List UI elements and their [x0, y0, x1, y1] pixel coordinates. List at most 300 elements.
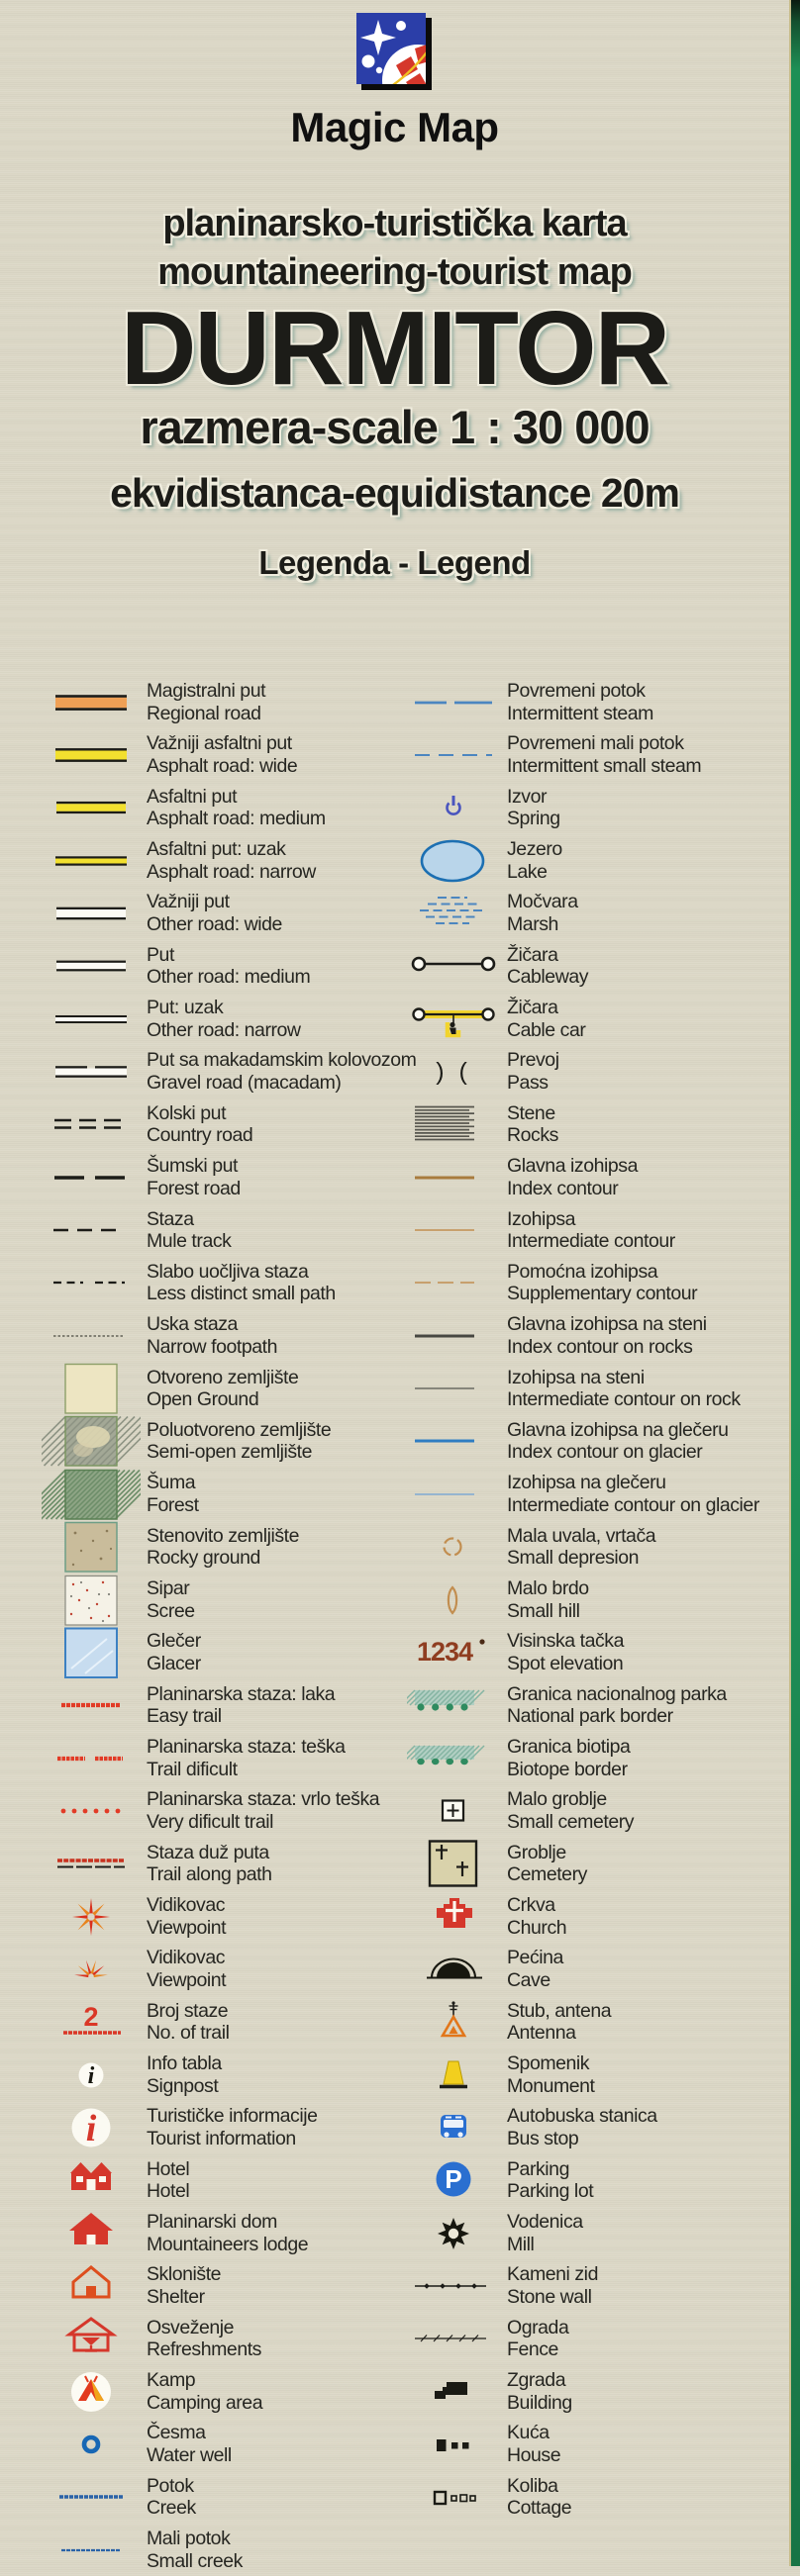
legend-label-en: Index contour on glacier	[507, 1441, 703, 1464]
legend-label-sr: Glečer	[147, 1630, 201, 1653]
house-symbol	[402, 2418, 507, 2470]
legend-label-sr: Vidikovac	[147, 1947, 226, 1969]
legend-label	[147, 1736, 400, 1780]
legend-label	[147, 944, 400, 989]
road-gravel-symbol	[36, 1045, 147, 1097]
legend-label-sr: Groblje	[507, 1841, 566, 1863]
legend-label-en: Small cemetery	[507, 1810, 635, 1833]
legend-label-sr: Spomenik	[507, 2052, 590, 2075]
legend-label-en: Stone wall	[507, 2285, 592, 2308]
legend-label-sr: Uska staza	[147, 1313, 238, 1336]
legend-label	[147, 1630, 400, 1674]
legend-label-en: Intermediate contour	[507, 1230, 675, 1253]
legend-label-en: Forest road	[147, 1177, 241, 1199]
viewpoint-half-symbol	[36, 1943, 147, 1995]
legend-label	[147, 1683, 400, 1728]
legend-label-sr: Glavna izohipsa	[507, 1155, 638, 1178]
hotel-symbol	[36, 2154, 147, 2207]
legend-label-en: Spring	[507, 808, 560, 830]
brand-title: Magic Map	[290, 104, 499, 150]
legend-row-monument	[402, 2049, 790, 2101]
legend-row-border-biotope	[402, 1732, 790, 1784]
legend-row-mill	[402, 2207, 790, 2259]
legend-label-sr: Jezero	[507, 838, 562, 861]
legend-label	[507, 1208, 790, 1253]
legend-label-sr: Asfaltni put: uzak	[147, 838, 286, 861]
legend-label-en: Viewpoint	[147, 1968, 227, 1991]
legend-row-cable-car	[402, 993, 790, 1045]
legend-row-camping	[36, 2365, 400, 2418]
legend-label	[147, 1419, 400, 1464]
legend-label	[507, 1947, 790, 1991]
legend-label-en: Easy trail	[147, 1705, 222, 1728]
svg-text:i: i	[87, 2062, 95, 2089]
legend-label	[147, 2422, 400, 2466]
legend-label	[147, 2052, 400, 2097]
legend-label	[507, 2263, 790, 2308]
legend-label	[147, 732, 400, 777]
refreshments-symbol	[36, 2313, 147, 2365]
legend-label-en: Cottage	[507, 2497, 572, 2520]
legend-label-sr: Hotel	[147, 2157, 190, 2180]
legend-label	[507, 1313, 790, 1358]
legend-label-en: Rocky ground	[147, 1547, 260, 1570]
ground-semiopen-symbol	[36, 1415, 147, 1468]
legend-label	[507, 1683, 790, 1728]
road-regional-symbol	[36, 676, 147, 728]
legend-label-en: Gravel road (macadam)	[147, 1072, 342, 1095]
legend-row-ground-semiopen	[36, 1415, 400, 1468]
legend-label	[507, 1894, 790, 1939]
legend-label	[147, 2317, 400, 2361]
legend-row-trail-easy	[36, 1679, 400, 1732]
legend-row-contour-index-rock	[402, 1309, 790, 1362]
legend-label	[147, 1947, 400, 1991]
legend-row-trail-number	[36, 1996, 400, 2049]
legend-row-fence	[402, 2313, 790, 2365]
road-other-narrow-symbol	[36, 993, 147, 1045]
legend-label-en: Lake	[507, 860, 548, 883]
header	[0, 0, 789, 582]
svg-text:) (: ) (	[436, 1058, 471, 1087]
map-subtitle-en: mountaineering-tourist map	[157, 251, 632, 293]
legend-label-en: Camping area	[147, 2391, 263, 2414]
legend-label-sr: Izohipsa na glečeru	[507, 1472, 666, 1494]
legend-label-sr: Potok	[147, 2474, 194, 2497]
legend-label	[507, 1419, 790, 1464]
path-narrow-symbol	[36, 1309, 147, 1362]
legend-row-stream-small	[402, 728, 790, 781]
legend-label	[147, 1525, 400, 1570]
legend-row-spring	[402, 782, 790, 834]
svg-text:P: P	[445, 2164, 462, 2195]
legend-label-en: Church	[507, 1916, 567, 1939]
ground-forest-symbol	[36, 1468, 147, 1520]
trail-easy-symbol	[36, 1679, 147, 1732]
legend-row-contour-index-glacier	[402, 1415, 790, 1468]
legend-label-en: Asphalt road: wide	[147, 755, 298, 778]
legend-row-path-less-distinct	[36, 1257, 400, 1309]
legend-label	[147, 2000, 400, 2045]
legend-label-sr: Broj staze	[147, 1999, 229, 2022]
legend-label-en: Index contour	[507, 1177, 619, 1199]
legend-row-stone-wall	[402, 2259, 790, 2312]
legend-label	[507, 1842, 790, 1886]
legend-label-sr: Izohipsa	[507, 1207, 576, 1230]
trail-mule-symbol	[36, 1203, 147, 1256]
legend-row-road-asphalt-wide	[36, 728, 400, 781]
ground-open-symbol	[36, 1362, 147, 1414]
legend-label-en: Less distinct small path	[147, 1283, 336, 1305]
road-forest-symbol	[36, 1151, 147, 1203]
legend-row-ground-rocky	[36, 1521, 400, 1574]
legend-label-sr: Vidikovac	[147, 1893, 226, 1916]
legend-label-sr: Granica nacionalnog parka	[507, 1682, 727, 1705]
legend-label-sr: Žičara	[507, 943, 558, 966]
legend-row-viewpoint-half	[36, 1943, 400, 1995]
legend-label	[147, 1788, 400, 1833]
legend-label-en: Cemetery	[507, 1863, 587, 1886]
spring-symbol	[402, 782, 507, 834]
stream-small-symbol	[402, 728, 507, 781]
legend-row-trail-along-path	[36, 1838, 400, 1890]
legend-label-en: Parking lot	[507, 2180, 594, 2203]
legend-row-tourist-info	[36, 2101, 400, 2153]
cemetery-symbol	[402, 1838, 507, 1890]
legend-label-sr: Česma	[147, 2422, 206, 2444]
legend-label	[507, 786, 790, 830]
legend-label	[147, 1261, 400, 1305]
legend-row-marsh	[402, 887, 790, 939]
legend-label	[147, 1208, 400, 1253]
trail-difficult-symbol	[36, 1732, 147, 1784]
legend-label-sr: Turističke informacije	[147, 2105, 318, 2128]
legend-label	[507, 1102, 790, 1147]
legend-row-signpost	[36, 2049, 400, 2101]
legend-row-contour-inter-rock	[402, 1362, 790, 1414]
road-other-wide-symbol	[36, 887, 147, 939]
legend-label	[507, 997, 790, 1041]
legend-label-sr: Otvoreno zemljište	[147, 1366, 299, 1388]
legend-label-sr: Pomoćna izohipsa	[507, 1260, 658, 1283]
svg-text:2: 2	[83, 2002, 99, 2033]
legend-label-en: Monument	[507, 2074, 595, 2097]
legend-row-parking	[402, 2154, 790, 2207]
cableway-symbol	[402, 940, 507, 993]
legend-label-en: Semi-open zemljište	[147, 1441, 313, 1464]
cottage-symbol	[402, 2471, 507, 2524]
legend-label-en: Spot elevation	[507, 1652, 624, 1674]
legend-label-en: Small depresion	[507, 1547, 640, 1570]
viewpoint-full-symbol	[36, 1890, 147, 1943]
depression-symbol	[402, 1521, 507, 1574]
legend-label	[507, 2211, 790, 2255]
scale-line: razmera-scale 1 : 30 000	[140, 401, 650, 453]
legend-label	[147, 2369, 400, 2414]
legend-label	[147, 1842, 400, 1886]
contour-index-glacier-symbol	[402, 1415, 507, 1468]
road-asphalt-narrow-symbol	[36, 834, 147, 887]
pass-symbol	[402, 1045, 507, 1097]
legend-label	[507, 2317, 790, 2361]
magic-map-logo	[356, 13, 434, 92]
legend-label-en: Mill	[507, 2233, 535, 2255]
fence-symbol	[402, 2313, 507, 2365]
legend-label-en: National park border	[507, 1705, 673, 1728]
legend-row-rocks	[402, 1098, 790, 1151]
contour-inter-symbol	[402, 1203, 507, 1256]
legend-label-sr: Šuma	[147, 1472, 196, 1494]
shelter-symbol	[36, 2259, 147, 2312]
creek-symbol	[36, 2471, 147, 2524]
legend-row-contour-inter-glacier	[402, 1468, 790, 1520]
contour-inter-rock-symbol	[402, 1362, 507, 1414]
legend-row-contour-index	[402, 1151, 790, 1203]
legend-label	[507, 2422, 790, 2466]
legend-label	[147, 1155, 400, 1199]
legend-label-en: Intermittent steam	[507, 702, 653, 724]
legend-label-sr: Glavna izohipsa na glečeru	[507, 1418, 729, 1441]
mill-symbol	[402, 2207, 507, 2259]
legend-label-en: Pass	[507, 1072, 549, 1095]
legend-label-en: Other road: narrow	[147, 1018, 301, 1041]
legend-label-sr: Put sa makadamskim kolovozom	[147, 1049, 417, 1072]
road-other-medium-symbol	[36, 940, 147, 993]
border-biotope-symbol	[402, 1732, 507, 1784]
legend-label-sr: Planinarska staza: teška	[147, 1735, 346, 1758]
legend-label-en: Country road	[147, 1124, 253, 1147]
legend-label-sr: Magistralni put	[147, 680, 266, 703]
legend-row-contour-supp	[402, 1257, 790, 1309]
legend-label-en: Tourist information	[147, 2127, 296, 2149]
ground-rocky-symbol	[36, 1521, 147, 1574]
legend-row-creek	[36, 2471, 400, 2524]
legend-label-sr: Koliba	[507, 2474, 558, 2497]
legend-label-sr: Pećina	[507, 1947, 563, 1969]
legend-label-sr: Planinarska staza: vrlo teška	[147, 1788, 380, 1811]
legend-label	[507, 891, 790, 935]
legend-label-sr: Glavna izohipsa na steni	[507, 1313, 707, 1336]
cemetery-small-symbol	[402, 1784, 507, 1837]
legend-heading: Legenda - Legend	[258, 544, 531, 581]
legend-label	[507, 2369, 790, 2414]
legend-label-sr: Prevoj	[507, 1049, 559, 1072]
cable-car-symbol	[402, 993, 507, 1045]
legend-row-refreshments	[36, 2313, 400, 2365]
church-symbol	[402, 1890, 507, 1943]
lake-symbol	[402, 834, 507, 887]
legend-row-road-gravel	[36, 1045, 417, 1097]
legend-row-house	[402, 2418, 790, 2470]
legend-label-en: Cableway	[507, 966, 589, 989]
legend-label-sr: Zgrada	[507, 2369, 566, 2392]
legend-row-border-park	[402, 1679, 790, 1732]
legend-label-sr: Kuća	[507, 2422, 550, 2444]
legend-row-trail-mule	[36, 1203, 400, 1256]
legend-label-sr: Asfaltni put	[147, 785, 238, 808]
legend-label	[147, 1577, 400, 1622]
legend-row-water-well	[36, 2418, 400, 2470]
legend-column-right	[402, 676, 790, 2524]
legend-label	[147, 1894, 400, 1939]
legend-row-depression	[402, 1521, 790, 1574]
legend-label-sr: Parking	[507, 2157, 569, 2180]
stream-intermittent-symbol	[402, 676, 507, 728]
legend-label-sr: Sklonište	[147, 2263, 222, 2286]
legend-label-sr: Izohipsa na steni	[507, 1366, 645, 1388]
signpost-symbol	[36, 2049, 147, 2101]
ground-scree-symbol	[36, 1574, 147, 1626]
legend-label-en: Water well	[147, 2444, 232, 2467]
legend-row-road-other-medium	[36, 940, 400, 993]
legend-column-left	[36, 676, 417, 2576]
legend-label-en: Cable car	[507, 1018, 586, 1041]
legend-label-sr: Žičara	[507, 997, 558, 1019]
legend-label	[147, 838, 400, 883]
legend-label	[507, 1261, 790, 1305]
legend-label	[507, 1577, 790, 1622]
legend-row-road-country	[36, 1098, 400, 1151]
legend-label-sr: Crkva	[507, 1893, 555, 1916]
monument-symbol	[402, 2049, 507, 2101]
legend-label-sr: Kolski put	[147, 1101, 227, 1124]
contour-inter-glacier-symbol	[402, 1468, 507, 1520]
legend-label-en: House	[507, 2444, 561, 2467]
legend-row-road-other-wide	[36, 887, 400, 939]
legend-row-road-asphalt-medium	[36, 782, 400, 834]
legend-label	[507, 1472, 790, 1516]
building-symbol	[402, 2365, 507, 2418]
legend-label-en: Cave	[507, 1968, 550, 1991]
legend-row-lodge	[36, 2207, 400, 2259]
creek-small-symbol	[36, 2524, 147, 2576]
legend-label	[507, 2475, 790, 2520]
spot-elevation-symbol	[402, 1626, 507, 1678]
legend-row-spot-elevation	[402, 1626, 790, 1678]
path-less-distinct-symbol	[36, 1257, 147, 1309]
legend-label-sr: Vodenica	[507, 2211, 583, 2234]
legend-label-sr: Malo brdo	[507, 1576, 589, 1599]
legend-row-ground-glacier	[36, 1626, 400, 1678]
legend-row-contour-inter	[402, 1203, 790, 1256]
legend-label-sr: Planinarski dom	[147, 2211, 277, 2234]
legend-row-ground-forest	[36, 1468, 400, 1520]
legend-label	[147, 680, 400, 724]
legend-label-sr: Poluotvoreno zemljište	[147, 1418, 332, 1441]
legend-row-cottage	[402, 2471, 790, 2524]
legend-row-path-narrow	[36, 1309, 400, 1362]
legend-label-sr: Osveženje	[147, 2316, 235, 2338]
legend-label-en: Mule track	[147, 1230, 232, 1253]
legend-label-sr: Povremeni mali potok	[507, 732, 684, 755]
trail-number-symbol	[36, 1996, 147, 2049]
legend-label-sr: Malo groblje	[507, 1788, 607, 1811]
legend-row-antenna	[402, 1996, 790, 2049]
legend-label	[507, 732, 790, 777]
legend-label-sr: Staza duž puta	[147, 1841, 269, 1863]
legend-label-en: Asphalt road: medium	[147, 808, 326, 830]
road-asphalt-medium-symbol	[36, 782, 147, 834]
legend-label	[147, 2211, 400, 2255]
legend-label-en: Small hill	[507, 1599, 580, 1622]
legend-label	[507, 1525, 790, 1570]
legend-label	[147, 997, 400, 1041]
legend-label	[507, 2052, 790, 2097]
legend-label	[147, 2475, 400, 2520]
legend-label-en: Shelter	[147, 2285, 205, 2308]
contour-supp-symbol	[402, 1257, 507, 1309]
legend-label	[507, 1788, 790, 1833]
legend-label	[147, 2263, 400, 2308]
border-park-symbol	[402, 1679, 507, 1732]
legend-row-hill	[402, 1574, 790, 1626]
legend-row-shelter	[36, 2259, 400, 2312]
legend-label-sr: Važniji asfaltni put	[147, 732, 292, 755]
legend-label-sr: Info tabla	[147, 2052, 222, 2075]
map-subtitle-sr: planinarsko-turistička karta	[162, 203, 627, 244]
legend-label-en: Other road: wide	[147, 913, 282, 936]
legend-label-en: Intermediate contour on glacier	[507, 1493, 759, 1516]
legend-row-cemetery-small	[402, 1784, 790, 1837]
legend-label-sr: Granica biotipa	[507, 1735, 631, 1758]
legend-label-sr: Staza	[147, 1207, 194, 1230]
legend-label	[507, 1630, 790, 1674]
legend-label-sr: Stub, antena	[507, 1999, 612, 2022]
legend-row-viewpoint-full	[36, 1890, 400, 1943]
legend-label-sr: Kameni zid	[507, 2263, 598, 2286]
legend-label-en: Narrow footpath	[147, 1335, 277, 1358]
legend-label-sr: Put	[147, 943, 174, 966]
legend-row-ground-open	[36, 1362, 400, 1414]
cave-symbol	[402, 1943, 507, 1995]
legend-label-sr: Izvor	[507, 785, 548, 808]
legend-label-en: Intermittent small steam	[507, 755, 702, 778]
legend-row-building	[402, 2365, 790, 2418]
bus-stop-symbol	[402, 2101, 507, 2153]
legend-label-en: Bus stop	[507, 2127, 579, 2149]
legend-label-en: Intermediate contour on rock	[507, 1388, 741, 1411]
legend-label-sr: Mala uvala, vrtača	[507, 1524, 656, 1547]
legend-label-en: Scree	[147, 1599, 195, 1622]
svg-text:i: i	[85, 2107, 97, 2149]
legend-label-sr: Močvara	[507, 891, 578, 913]
legend-label-sr: Planinarska staza: laka	[147, 1682, 336, 1705]
legend-label-sr: Visinska tačka	[507, 1630, 624, 1653]
legend-label	[507, 1049, 790, 1094]
legend-label	[147, 1313, 400, 1358]
water-well-symbol	[36, 2418, 147, 2470]
legend-row-bus-stop	[402, 2101, 790, 2153]
legend-label-en: Trail along path	[147, 1863, 272, 1886]
parking-symbol	[402, 2154, 507, 2207]
legend-label-en: Fence	[507, 2338, 558, 2361]
contour-index-symbol	[402, 1151, 507, 1203]
road-asphalt-wide-symbol	[36, 728, 147, 781]
legend-label-en: Small creek	[147, 2549, 243, 2572]
legend-label	[147, 786, 400, 830]
legend-row-trail-very-difficult	[36, 1784, 400, 1837]
legend-label-sr: Slabo uočljiva staza	[147, 1260, 309, 1283]
green-edge-strip	[789, 0, 800, 2566]
legend-row-cableway	[402, 940, 790, 993]
legend-label-en: Other road: medium	[147, 966, 311, 989]
legend-label	[507, 680, 790, 724]
legend-row-hotel	[36, 2154, 400, 2207]
lodge-symbol	[36, 2207, 147, 2259]
legend-label	[147, 2105, 400, 2149]
legend-label-en: Antenna	[507, 2022, 576, 2045]
legend-label-sr: Sipar	[147, 1576, 190, 1599]
